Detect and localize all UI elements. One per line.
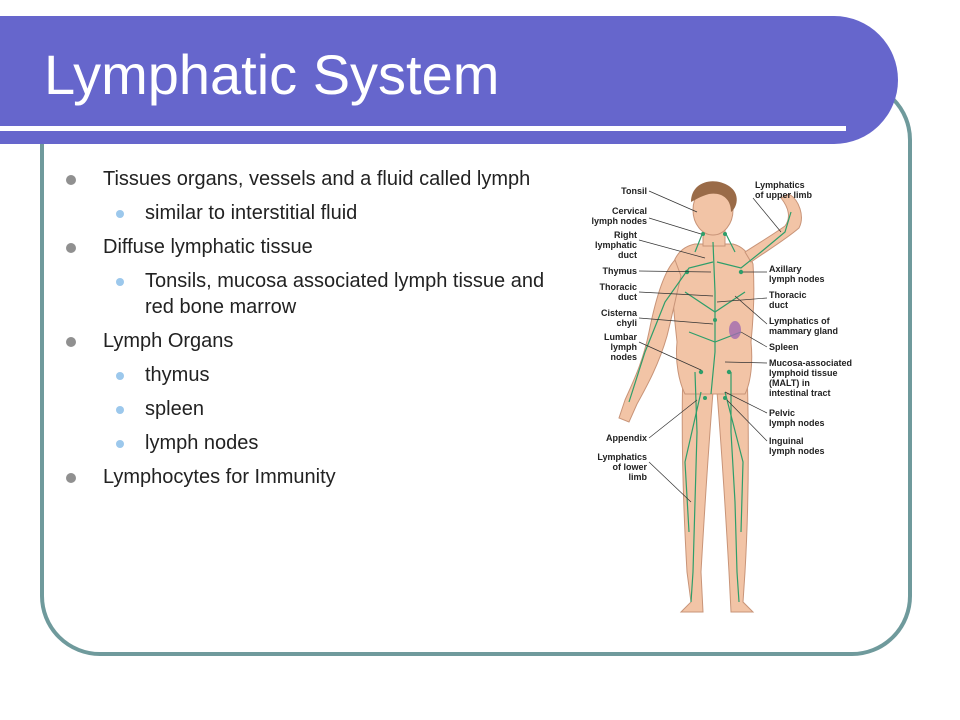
bullet-list [66,166,556,498]
label-lymphatics-mammary-gland: Lymphatics of mammary gland [769,316,839,336]
right-labels [755,180,852,456]
sub-bullet-item [66,268,556,320]
bullet-dot-icon [66,175,76,185]
bullet-text: thymus [145,364,210,386]
bullet-text: Tissues organs, vessels and a fluid called lymph [103,168,531,190]
sub-bullet-item [66,430,556,456]
bullet-text: lymph nodes [145,432,259,454]
sub-bullet-dot-icon [116,440,124,448]
label-cervical-lymph-nodes: Cervical lymph nodes [591,206,647,226]
label-appendix: Appendix [605,433,647,443]
bullet-text: Diffuse lymphatic tissue [103,236,313,258]
label-tonsil: Tonsil [621,186,647,196]
label-inguinal-lymph-nodes: Inguinal lymph nodes [769,436,825,456]
title-underline [0,126,846,131]
spleen-organ [729,321,741,339]
label-malt: Mucosa-associated lymphoid tissue (MALT) in intestinal tract [769,358,853,398]
bullet-text: similar to interstitial fluid [145,202,358,224]
sub-bullet-item [66,362,556,388]
sub-bullet-item [66,200,556,226]
bullet-item [66,234,556,260]
slide-title: Lymphatic System [44,43,500,106]
left-labels [591,186,647,482]
label-cisterna-chyli: Cisterna chyli [600,308,637,328]
bullet-item [66,328,556,354]
sub-bullet-item [66,396,556,422]
label-lymphatics-lower-limb: Lymphatics of lower limb [597,452,647,482]
sub-bullet-dot-icon [116,406,124,414]
bullet-text: spleen [145,398,204,420]
label-thymus: Thymus [602,266,637,276]
bullet-text: Tonsils, mucosa associated lymph tissue and red bone marrow [145,270,545,318]
label-thoracic-duct-left: Thoracic duct [599,282,637,302]
label-right-lymphatic-duct: Right lymphatic duct [594,230,637,260]
label-lumbar-lymph-nodes: Lumbar lymph nodes [603,332,637,362]
bullet-text: Lymphocytes for Immunity [103,466,336,488]
bullet-dot-icon [66,473,76,483]
bullet-dot-icon [66,337,76,347]
sub-bullet-dot-icon [116,278,124,286]
bullet-item [66,166,556,192]
lymphatic-system-illustration [585,172,875,620]
sub-bullet-dot-icon [116,372,124,380]
bullet-item [66,464,556,490]
label-lymphatics-upper-limb: Lymphatics of upper limb [755,180,812,200]
label-pelvic-lymph-nodes: Pelvic lymph nodes [769,408,825,428]
sub-bullet-dot-icon [116,210,124,218]
label-thoracic-duct-right: Thoracic duct [769,290,807,310]
label-spleen: Spleen [769,342,799,352]
label-axillary-lymph-nodes: Axillary lymph nodes [769,264,825,284]
bullet-text: Lymph Organs [103,330,234,352]
bullet-dot-icon [66,243,76,253]
